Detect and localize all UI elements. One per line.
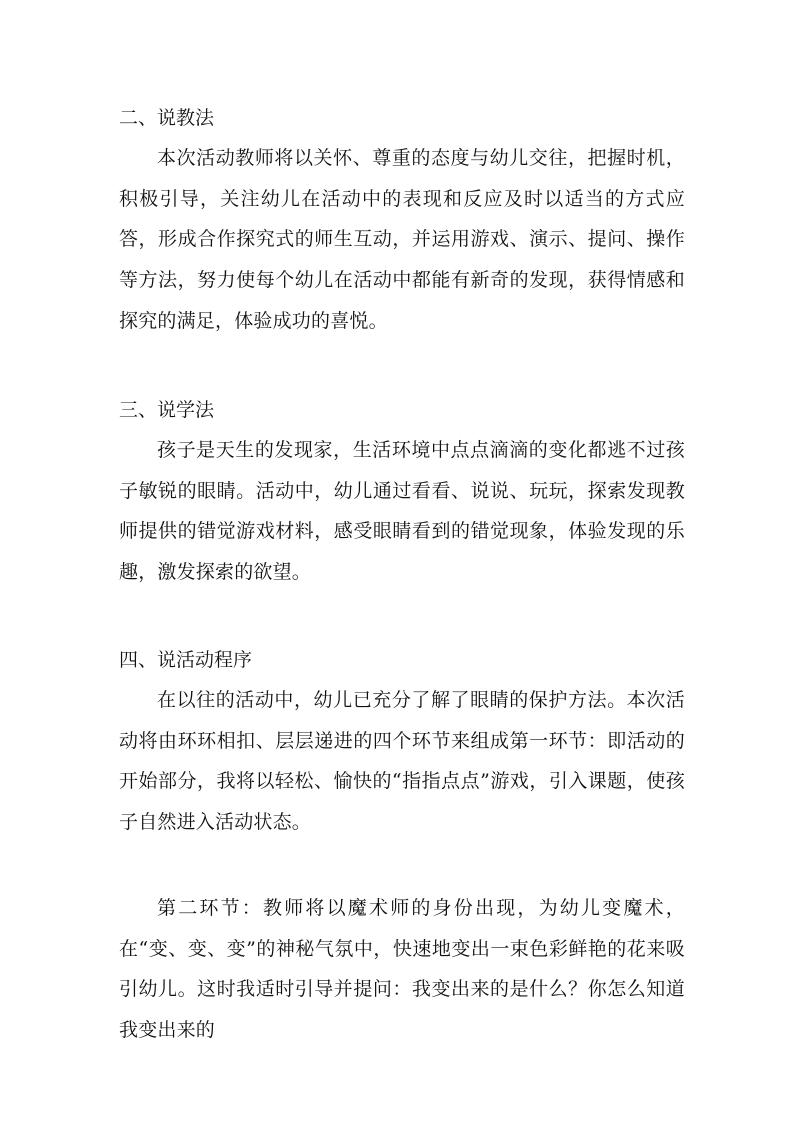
- section-body-activity-procedure: [119, 680, 685, 843]
- section-body-teaching-method: [119, 138, 685, 342]
- paragraph: 第二环节：教师将以魔术师的身份出现，为幼儿变魔术，在“变、变、变”的神秘气氛中，快速地变出一束色彩鲜艳的花来吸引幼儿。这时我适时引导并提问：我变出来的是什么？你怎么知道我变出来的: [119, 897, 685, 1042]
- paragraph: 在以往的活动中，幼儿已充分了解了眼睛的保护方法。本次活动将由环环相扣、层层递进的四个环节来组成第一环节：即活动的开始部分，我将以轻松、愉快的“指指点点”游戏，引入课题，使孩子自然进入活动状态。: [119, 689, 685, 834]
- section-body-learning-method: [119, 430, 685, 593]
- paragraph: 本次活动教师将以关怀、尊重的态度与幼儿交往，把握时机，积极引导，关注幼儿在活动中的表现和反应及时以适当的方式应答，形成合作探究式的师生互动，并运用游戏、演示、提问、操作等方法，努力使每个幼儿在活动中都能有新奇的发现，获得情感和探究的满足，体验成功的喜悦。: [119, 147, 685, 332]
- section-heading-activity-procedure: 四、说活动程序: [119, 649, 253, 671]
- section-heading-learning-method: 三、说学法: [119, 399, 215, 421]
- section-heading-teaching-method: 二、说教法: [119, 107, 215, 129]
- paragraph: 孩子是天生的发现家，生活环境中点点滴滴的变化都逃不过孩子敏锐的眼睛。活动中，幼儿通过看看、说说、玩玩，探索发现教师提供的错觉游戏材料，感受眼睛看到的错觉现象，体验发现的乐趣，激发探索的欲望。: [119, 439, 685, 584]
- section-body-activity-procedure-part2: [119, 888, 685, 1051]
